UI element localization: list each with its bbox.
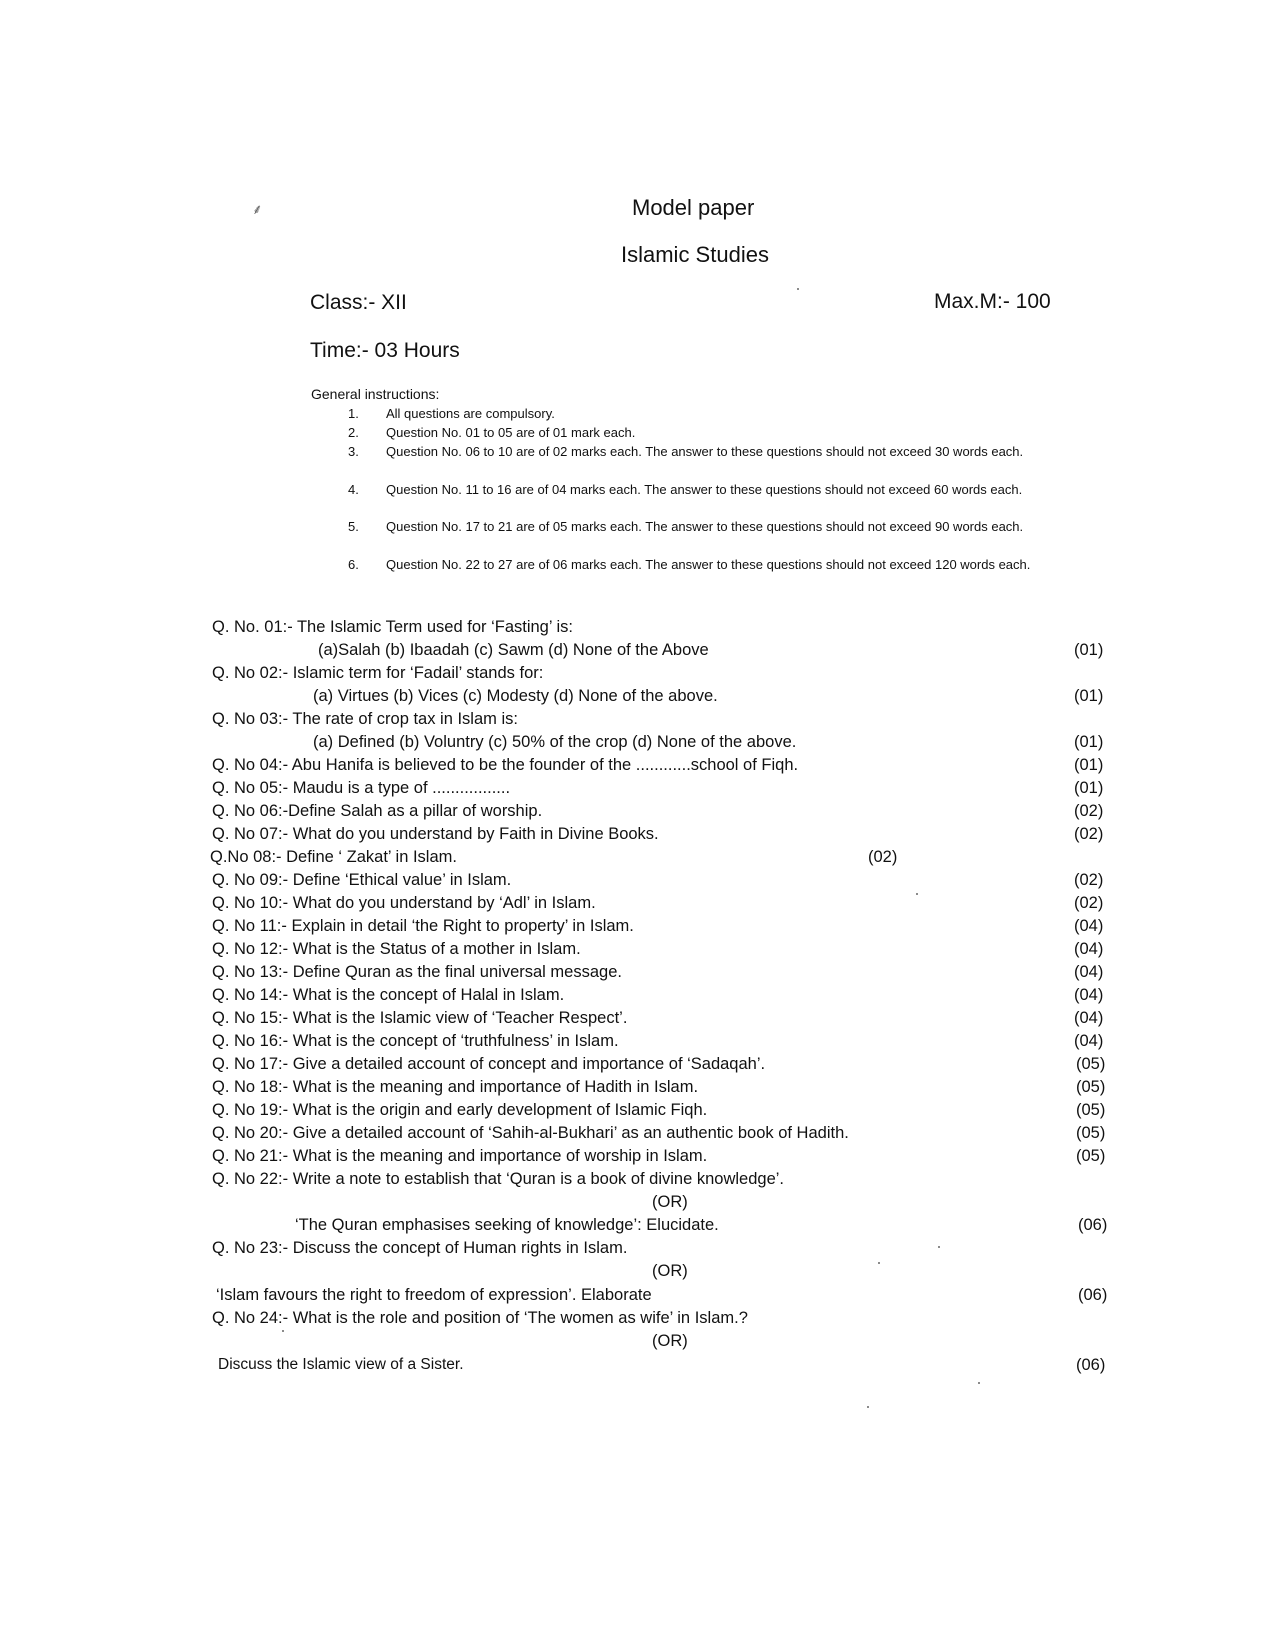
scan-speck — [878, 1262, 880, 1264]
max-marks: Max.M:- 100 — [934, 290, 1051, 313]
question-17-marks: (05) — [1076, 1055, 1106, 1073]
question-19: Q. No 19:- What is the origin and early development of Islamic Fiqh. — [212, 1101, 708, 1119]
question-20: Q. No 20:- Give a detailed account of ‘Sahih-al-Bukhari’ as an authentic book of Hadith. — [212, 1124, 849, 1142]
question-01-options: (a)Salah (b) Ibaadah (c) Sawm (d) None of the Above — [318, 641, 709, 659]
question-13-marks: (04) — [1074, 963, 1104, 981]
question-02-options: (a) Virtues (b) Vices (c) Modesty (d) None of the above. — [313, 687, 718, 705]
scan-speck — [938, 1246, 940, 1248]
question-05: Q. No 05:- Maudu is a type of ................. — [212, 779, 511, 797]
question-01: Q. No. 01:- The Islamic Term used for ‘Fasting’ is: — [212, 618, 573, 636]
question-05-marks: (01) — [1074, 779, 1104, 797]
question-11: Q. No 11:- Explain in detail ‘the Right to property’ in Islam. — [212, 917, 634, 935]
scan-speck — [916, 893, 918, 895]
question-14-marks: (04) — [1074, 986, 1104, 1004]
paper-title: Model paper — [632, 195, 755, 220]
question-18: Q. No 18:- What is the meaning and importance of Hadith in Islam. — [212, 1078, 699, 1096]
question-17: Q. No 17:- Give a detailed account of concept and importance of ‘Sadaqah’. — [212, 1055, 766, 1073]
question-23-or: (OR) — [652, 1262, 688, 1280]
question-10-marks: (02) — [1074, 894, 1104, 912]
question-06-marks: (02) — [1074, 802, 1104, 820]
question-22-marks: (06) — [1078, 1216, 1108, 1234]
question-22-alternative: ‘The Quran emphasises seeking of knowledge’: Elucidate. — [295, 1216, 719, 1234]
question-03-marks: (01) — [1074, 733, 1104, 751]
question-01-marks: (01) — [1074, 641, 1104, 659]
question-03: Q. No 03:- The rate of crop tax in Islam is: — [212, 710, 518, 728]
question-22: Q. No 22:- Write a note to establish that ‘Quran is a book of divine knowledge’. — [212, 1170, 785, 1188]
question-03-options: (a) Defined (b) Voluntry (c) 50% of the crop (d) None of the above. — [313, 733, 797, 751]
question-08-marks: (02) — [868, 848, 898, 866]
question-04-marks: (01) — [1074, 756, 1104, 774]
question-06: Q. No 06:-Define Salah as a pillar of worship. — [212, 802, 543, 820]
scan-speck — [978, 1382, 980, 1384]
question-10: Q. No 10:- What do you understand by ‘Adl’ in Islam. — [212, 894, 596, 912]
question-04: Q. No 04:- Abu Hanifa is believed to be the founder of the ............school of Fiqh. — [212, 756, 799, 774]
question-12-marks: (04) — [1074, 940, 1104, 958]
question-23-alternative: ‘Islam favours the right to freedom of expression’. Elaborate — [216, 1286, 652, 1304]
question-02-marks: (01) — [1074, 687, 1104, 705]
question-15: Q. No 15:- What is the Islamic view of ‘Teacher Respect’. — [212, 1009, 628, 1027]
scan-speck — [867, 1406, 869, 1408]
scan-speck — [282, 1330, 284, 1332]
pencil-mark-icon: ⸙ — [252, 201, 263, 217]
question-07: Q. No 07:- What do you understand by Faith in Divine Books. — [212, 825, 659, 843]
question-07-marks: (02) — [1074, 825, 1104, 843]
question-13: Q. No 13:- Define Quran as the final universal message. — [212, 963, 622, 981]
question-18-marks: (05) — [1076, 1078, 1106, 1096]
subject-title: Islamic Studies — [621, 242, 769, 267]
question-23-marks: (06) — [1078, 1286, 1108, 1304]
question-24-alternative: Discuss the Islamic view of a Sister. — [218, 1356, 464, 1373]
instructions-heading: General instructions: — [311, 386, 440, 402]
question-11-marks: (04) — [1074, 917, 1104, 935]
scan-speck — [797, 288, 799, 290]
question-09: Q. No 09:- Define ‘Ethical value’ in Islam. — [212, 871, 512, 889]
question-24-marks: (06) — [1076, 1356, 1106, 1374]
time-label: Time:- 03 Hours — [310, 339, 460, 362]
question-16: Q. No 16:- What is the concept of ‘truthfulness’ in Islam. — [212, 1032, 619, 1050]
question-20-marks: (05) — [1076, 1124, 1106, 1142]
question-19-marks: (05) — [1076, 1101, 1106, 1119]
question-23: Q. No 23:- Discuss the concept of Human rights in Islam. — [212, 1239, 628, 1257]
question-21-marks: (05) — [1076, 1147, 1106, 1165]
question-09-marks: (02) — [1074, 871, 1104, 889]
question-24: Q. No 24:- What is the role and position of ‘The women as wife’ in Islam.? — [212, 1309, 748, 1327]
question-24-or: (OR) — [652, 1332, 688, 1350]
question-15-marks: (04) — [1074, 1009, 1104, 1027]
question-16-marks: (04) — [1074, 1032, 1104, 1050]
question-12: Q. No 12:- What is the Status of a mother in Islam. — [212, 940, 581, 958]
question-08: Q.No 08:- Define ‘ Zakat’ in Islam. — [210, 848, 457, 866]
question-21: Q. No 21:- What is the meaning and importance of worship in Islam. — [212, 1147, 708, 1165]
question-14: Q. No 14:- What is the concept of Halal in Islam. — [212, 986, 565, 1004]
question-02: Q. No 02:- Islamic term for ‘Fadail’ stands for: — [212, 664, 544, 682]
class-label: Class:- XII — [310, 291, 407, 314]
question-22-or: (OR) — [652, 1193, 688, 1211]
